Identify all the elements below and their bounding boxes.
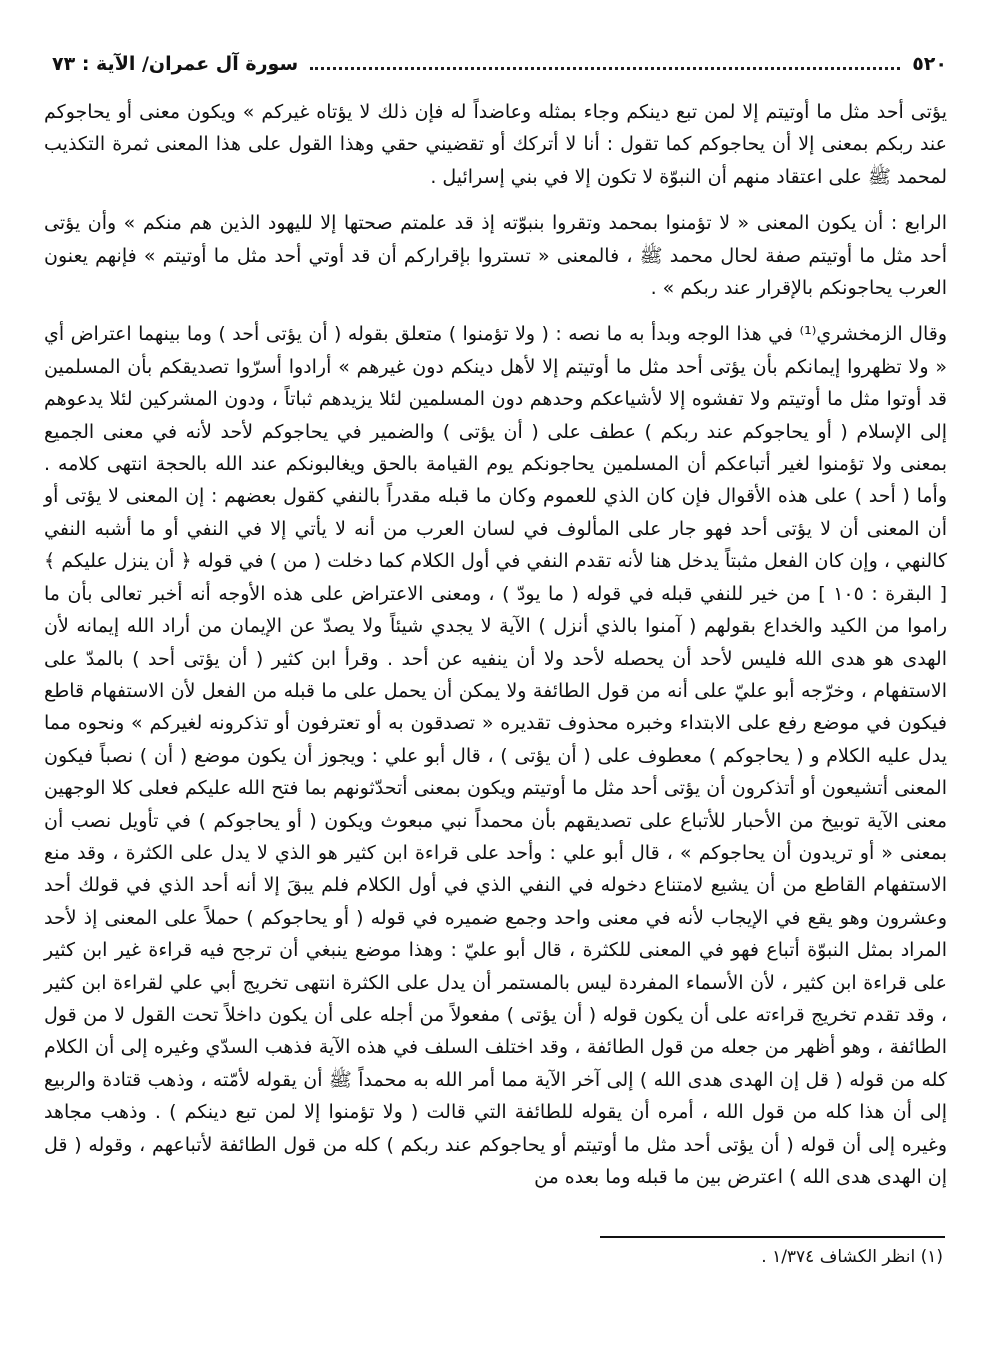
header-dotted-leader [310,67,900,70]
page-header [52,44,947,84]
paragraph-1: يؤتى أحد مثل ما أوتيتم إلا لمن تبع دينكم وجاء بمثله وعاضداً له فإن ذلك لا يؤتاه غيركم » ويكون معنى أو يحاجوكم عند ربكم بمعنى إلا أن يحاجوكم كما تقول : أنا لا أتركك أو تقضيني حقي وهذا القول على هذا المعنى ثمرة التكذيب لمحمد ﷺ على اعتقاد منهم أن النبوّة لا تكون إلا في بني إسرائيل . [44,101,947,188]
paragraph-3: وقال الزمخشري⁽¹⁾ في هذا الوجه وبدأ به ما نصه : ( ولا تؤمنوا ) متعلق بقوله ( أن يؤتى أحد ) وما بينهما اعتراض أي « ولا تظهروا إيمانكم بأن يؤتى أحد مثل ما أوتيتم إلا لأهل دينكم دون غيرهم » أرادوا أسرّوا تصديقكم بأن المسلمين قد أوتوا مثل ما أوتيتم ولا تفشوه إلا لأشياعكم وحدهم دون المسلمين لئلا يزيدهم ثباتاً ، ودون المشركين لئلا يدعوهم إلى الإسلام ( أو يحاجوكم عند ربكم ) عطف على ( أن يؤتى ) والضمير في يحاجوكم لأحد لأنه في معنى الجميع بمعنى ولا تؤمنوا لغير أتباعكم أن المسلمين يحاجونكم يوم القيامة بالحق ويغالبونكم عند الله بالحجة انتهى كلامه . وأما ( أحد ) على هذه الأقوال فإن كان الذي للعموم وكان ما قبله مقدراً بالنفي كقول بعضهم : إن المعنى لا يؤتى أو أن المعنى أن لا يؤتى أحد فهو جار على المألوف في لسان العرب من أنه لا يأتي إلا في النفي أو ما أشبه النفي كالنهي ، وإن كان الفعل مثبتاً يدخل هنا لأنه تقدم النفي في أول الكلام كما دخلت ( من ) في قوله ﴿ أن ينزل عليكم ﴾ [ البقرة : ١٠٥ ] من خير للنفي قبله في قوله ( ما يودّ ) ، ومعنى الاعتراض على هذه الأوجه أنه أخبر تعالى بأن ما راموا من الكيد والخداع بقولهم ( آمنوا بالذي أنزل ) الآية لا يجدي شيئاً ولا يصدّ عن الإيمان من أراد الله إيمانه لأن الهدى هو هدى الله فليس لأحد أن يحصله لأحد ولا أن ينفيه عن أحد . وقرأ ابن كثير ( أن يؤتى أحد ) بالمدّ على الاستفهام ، وخرّجه أبو عليّ على أنه من قول الطائفة ولا يمكن أن يحمل على ما قبله من الفعل لأن الاستفهام قاطع فيكون في موضع رفع على الابتداء وخبره محذوف تقديره « تصدقون به أو تعترفون أو تذكرونه لغيركم » ونحوه مما يدل عليه الكلام و ( يحاجوكم ) معطوف على ( أن يؤتى ) ، قال أبو علي : ويجوز أن يكون موضع ( أن ) نصباً فيكون المعنى أتشيعون أو أتذكرون أن يؤتى أحد مثل ما أوتيتم ويكون بمعنى أتحدّثونهم بما فتح الله عليكم فعلى كلا الوجهين معنى الآية توبيخ من الأحبار للأتباع على تصديقهم بأن محمداً نبي مبعوث ويكون ( أو يحاجوكم ) في تأويل نصب أن بمعنى « أو تريدون أن يحاجوكم » ، قال أبو علي : وأحد على قراءة ابن كثير هو الذي لا يدل على الكثرة ، وقد منع الاستفهام القاطع من أن يشيع لامتناع دخوله في النفي الذي في أول الكلام فلم يبقَ إلا أنه أحد الذي في قولك أحد وعشرون وهو يقع في الإيجاب لأنه في معنى واحد وجمع ضميره في قوله ( أو يحاجوكم ) حملاً على المعنى إذ لأحد المراد بمثل النبوّة أتباع فهو في المعنى للكثرة ، قال أبو عليّ : وهذا موضع ينبغي أن ترجح فيه قراءة غير ابن كثير على قراءة ابن كثير ، لأن الأسماء المفردة ليس بالمستمر أن يدل على الكثرة انتهى تخريج أبي علي لقراءة ابن كثير ، وقد تقدم تخريج قراءته على أن يكون قوله ( أن يؤتى ) مفعولاً من أجله على أن يكون داخلاً تحت القول لا من قول الطائفة ، وهو أظهر من جعله من قول الطائفة ، وقد اختلف السلف في هذه الآية فذهب السدّي وغيره إلى أن الكلام كله من قوله ( قل إن الهدى هدى الله ) إلى آخر الآية مما أمر الله به محمداً ﷺ أن يقوله لأمّته ، وذهب قتادة والربيع إلى أن هذا كله من قول الله ، أمره أن يقوله للطائفة التي قالت ( ولا تؤمنوا إلا لمن تبع دينكم ) . وذهب مجاهد وغيره إلى أن قوله ( أن يؤتى أحد مثل ما أوتيتم أو يحاجوكم عند ربكم ) كله من قول الطائفة لأتباعهم ، وقوله ( قل إن الهدى هدى الله ) اعترض بين ما قبله وما بعده من [44,323,947,1188]
page-number: ٥٢٠ [912,53,947,75]
surah-title: سورة آل عمران/ الآية : ٧٣ [52,53,299,75]
footnote: (١) انظر الكشاف ١/٣٧٤ . [761,1247,943,1267]
paragraph-2: الرابع : أن يكون المعنى « لا تؤمنوا بمحمد وتقروا بنبوّته إذ قد علمتم صحتها إلا لليهود الذين هم منكم » وأن يؤتى أحد مثل ما أوتيتم صفة لحال محمد ﷺ ، فالمعنى « تستروا بإقراركم أن قد أوتي أحد مثل ما أوتيتم » فإنهم يعنون العرب يحاجونكم بالإقرار عند ربكم » . [44,212,947,300]
main-text [44,96,947,1207]
footnote-separator [600,1236,945,1238]
